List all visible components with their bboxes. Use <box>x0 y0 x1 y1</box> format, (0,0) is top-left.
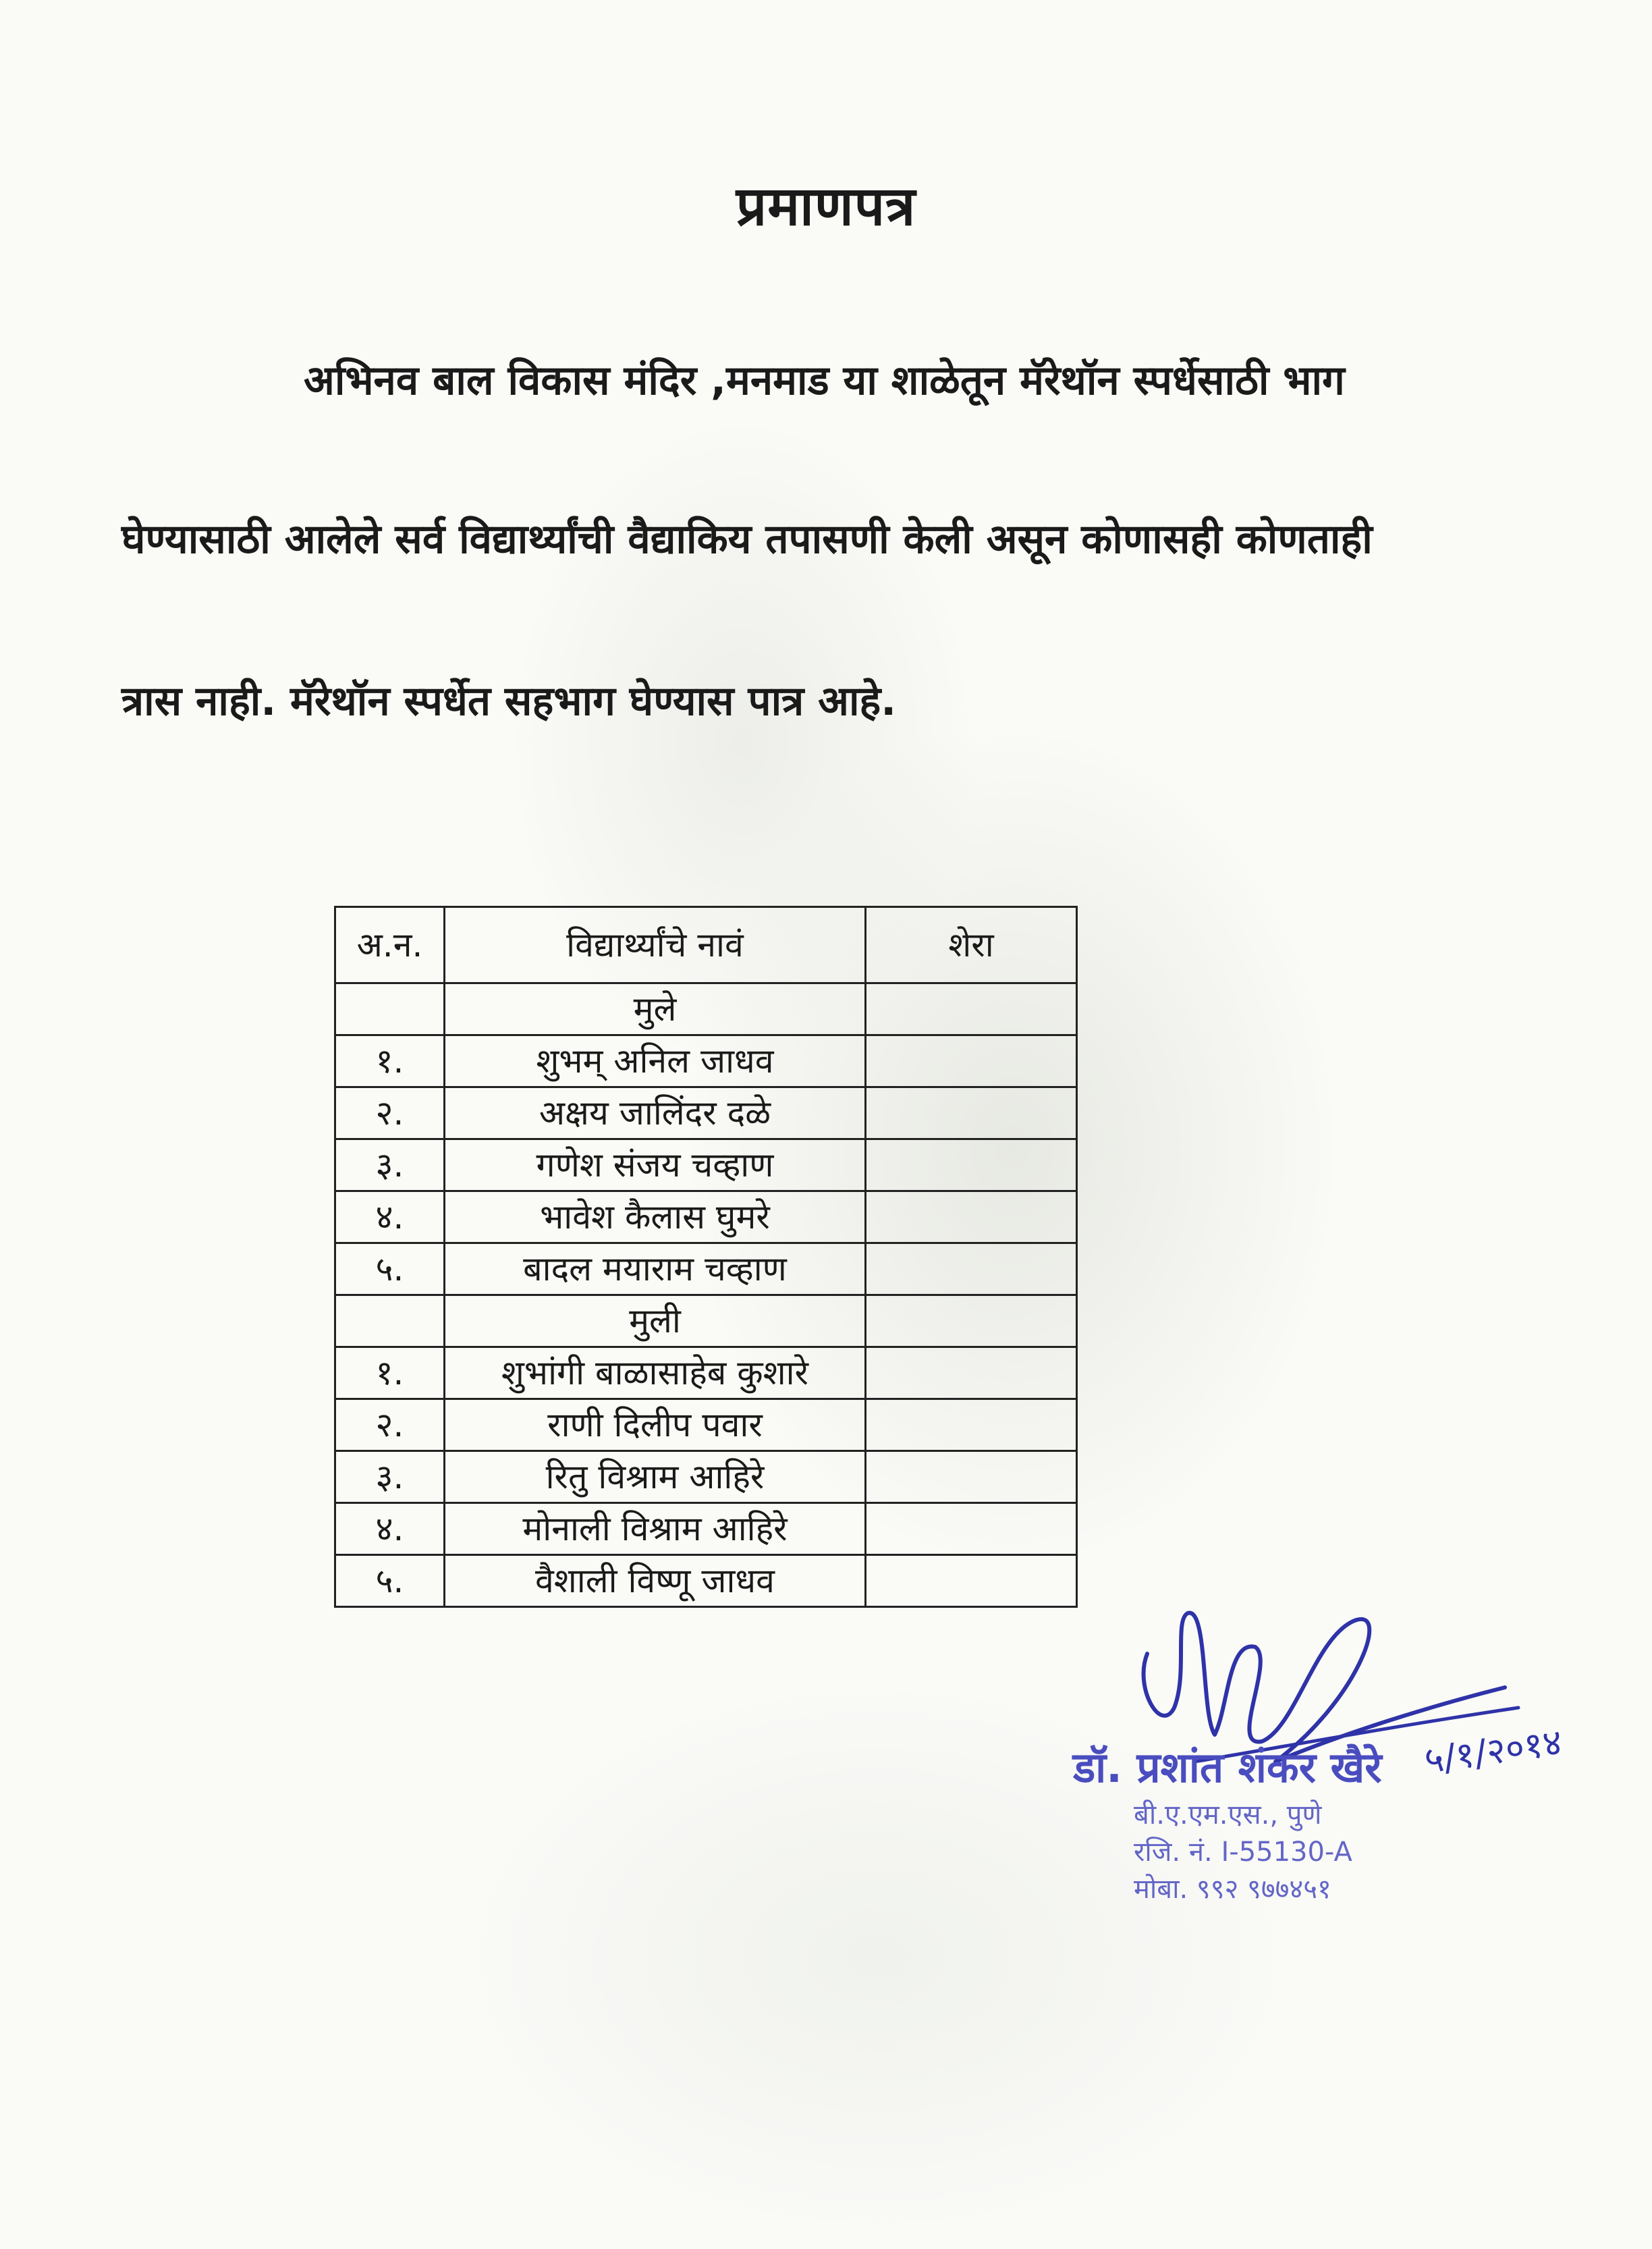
remark-cell <box>865 1191 1076 1243</box>
name-cell: मोनाली विश्राम आहिरे <box>444 1503 865 1555</box>
paragraph-line-3: त्रास नाही. मॅरेथॉन स्पर्धेत सहभाग घेण्यास पात्र आहे. <box>121 678 897 725</box>
table-row <box>335 1347 1077 1399</box>
stamp-registration: रजि. नं. I-55130-A <box>1134 1837 1352 1868</box>
table-row <box>335 1087 1077 1139</box>
serial-cell: २. <box>335 1399 445 1451</box>
remark-cell <box>865 1087 1076 1139</box>
document-title: प्रमाणपत्र <box>736 175 916 238</box>
remark-cell <box>865 1139 1076 1191</box>
name-cell: भावेश कैलास घुमरे <box>444 1191 865 1243</box>
table-row <box>335 1243 1077 1295</box>
boys-section-row <box>335 983 1077 1035</box>
header-serial: अ.न. <box>335 907 445 983</box>
serial-cell: ५. <box>335 1555 445 1607</box>
remark-cell <box>865 1451 1076 1503</box>
name-cell: गणेश संजय चव्हाण <box>444 1139 865 1191</box>
table-row <box>335 1503 1077 1555</box>
paragraph-line-2: घेण्यासाठी आलेले सर्व विद्यार्थ्यांची वैद्याकिय तपासणी केली असून कोणासही कोणताही <box>121 516 1373 563</box>
remark-cell <box>865 1555 1076 1607</box>
signature-date: ५/१/२०१४ <box>1421 1720 1565 1782</box>
boys-section-label: मुले <box>444 983 865 1035</box>
table-row <box>335 1399 1077 1451</box>
serial-cell: २. <box>335 1087 445 1139</box>
paragraph-line-1: अभिनव बाल विकास मंदिर ,मनमाड या शाळेतून मॅरेथॉन स्पर्धेसाठी भाग <box>304 357 1345 404</box>
stamp-doctor-name: डॉ. प्रशांत शंकर खैरे <box>1073 1743 1382 1792</box>
header-name: विद्यार्थ्यांचे नावं <box>444 907 865 983</box>
table-row <box>335 1451 1077 1503</box>
serial-cell: ४. <box>335 1503 445 1555</box>
header-remark: शेरा <box>865 907 1076 983</box>
name-cell: वैशाली विष्णू जाधव <box>444 1555 865 1607</box>
serial-cell: ३. <box>335 1451 445 1503</box>
table-row <box>335 1139 1077 1191</box>
table-row <box>335 1191 1077 1243</box>
name-cell: बादल मयाराम चव्हाण <box>444 1243 865 1295</box>
serial-cell: ५. <box>335 1243 445 1295</box>
name-cell: रितु विश्राम आहिरे <box>444 1451 865 1503</box>
remark-cell <box>865 1035 1076 1087</box>
name-cell: अक्षय जालिंदर दळे <box>444 1087 865 1139</box>
serial-cell: ४. <box>335 1191 445 1243</box>
serial-cell: ३. <box>335 1139 445 1191</box>
stamp-mobile: मोबा. ९९२ ९७७४५१ <box>1134 1874 1331 1905</box>
serial-cell: १. <box>335 1347 445 1399</box>
students-table <box>334 906 1078 1608</box>
remark-cell <box>865 1399 1076 1451</box>
table-header-row <box>335 907 1077 983</box>
girls-section-row <box>335 1295 1077 1347</box>
remark-cell <box>865 1347 1076 1399</box>
name-cell: शुभांगी बाळासाहेब कुशारे <box>444 1347 865 1399</box>
table-row <box>335 1035 1077 1087</box>
girls-section-label: मुली <box>444 1295 865 1347</box>
table-row <box>335 1555 1077 1607</box>
name-cell: राणी दिलीप पवार <box>444 1399 865 1451</box>
serial-cell: १. <box>335 1035 445 1087</box>
remark-cell <box>865 1503 1076 1555</box>
name-cell: शुभम् अनिल जाधव <box>444 1035 865 1087</box>
remark-cell <box>865 1243 1076 1295</box>
stamp-degree: बी.ए.एम.एस., पुणे <box>1134 1799 1322 1831</box>
